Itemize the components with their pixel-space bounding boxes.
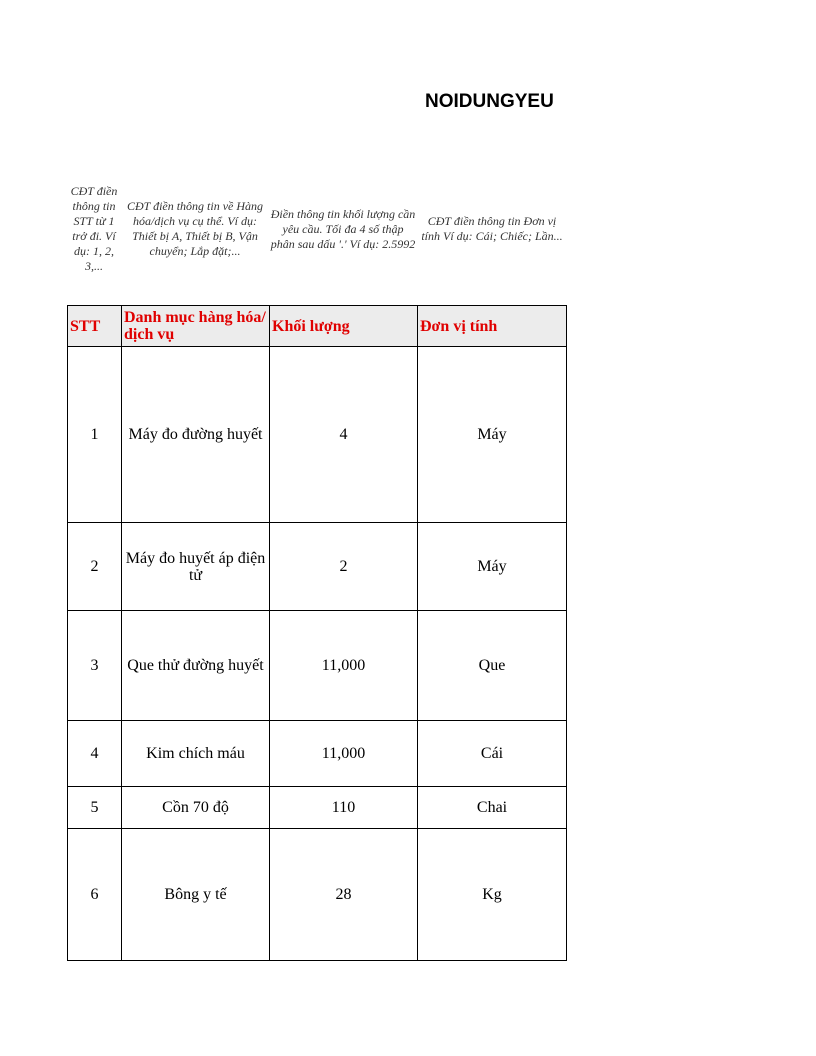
cell-quantity: 4	[270, 347, 418, 523]
cell-item: Bông y tế	[122, 829, 270, 961]
document-title: NOIDUNGYEU	[425, 91, 554, 112]
cell-unit: Kg	[418, 829, 567, 961]
cell-stt: 4	[68, 721, 122, 787]
cell-item: Cồn 70 độ	[122, 787, 270, 829]
table-header-row	[68, 306, 567, 347]
cell-quantity: 28	[270, 829, 418, 961]
table-row	[68, 347, 567, 523]
cell-unit: Máy	[418, 523, 567, 611]
header-item: Danh mục hàng hóa/ dịch vụ	[122, 306, 270, 347]
cell-item: Que thử đường huyết	[122, 611, 270, 721]
hint-stt: CĐT điền thông tin STT từ 1 trở đi. Ví dụ: 1, 2, 3,...	[70, 184, 118, 273]
cell-quantity: 2	[270, 523, 418, 611]
hint-unit: CĐT điền thông tin Đơn vị tính Ví dụ: Cái; Chiếc; Lần...	[421, 214, 563, 243]
cell-stt: 2	[68, 523, 122, 611]
table-row	[68, 787, 567, 829]
cell-item: Máy đo huyết áp điện tử	[122, 523, 270, 611]
cell-quantity: 110	[270, 787, 418, 829]
cell-item: Máy đo đường huyết	[122, 347, 270, 523]
cell-stt: 1	[68, 347, 122, 523]
hint-item: CĐT điền thông tin về Hàng hóa/dịch vụ cụ thể. Ví dụ: Thiết bị A, Thiết bị B, Vận chuyển; Lắp đặt;...	[126, 199, 264, 258]
cell-quantity: 11,000	[270, 611, 418, 721]
table-row	[68, 611, 567, 721]
goods-table	[67, 305, 567, 961]
table-row	[68, 721, 567, 787]
cell-item: Kim chích máu	[122, 721, 270, 787]
cell-unit: Cái	[418, 721, 567, 787]
cell-quantity: 11,000	[270, 721, 418, 787]
table-row	[68, 523, 567, 611]
cell-stt: 5	[68, 787, 122, 829]
header-unit: Đơn vị tính	[418, 306, 567, 347]
header-quantity: Khối lượng	[270, 306, 418, 347]
cell-unit: Máy	[418, 347, 567, 523]
cell-stt: 3	[68, 611, 122, 721]
cell-unit: Chai	[418, 787, 567, 829]
table-row	[68, 829, 567, 961]
hint-quantity: Điền thông tin khối lượng cần yêu cầu. Tối đa 4 số thập phân sau dấu '.' Ví dụ: 2.5992	[270, 206, 416, 251]
cell-unit: Que	[418, 611, 567, 721]
header-stt: STT	[68, 306, 122, 347]
cell-stt: 6	[68, 829, 122, 961]
